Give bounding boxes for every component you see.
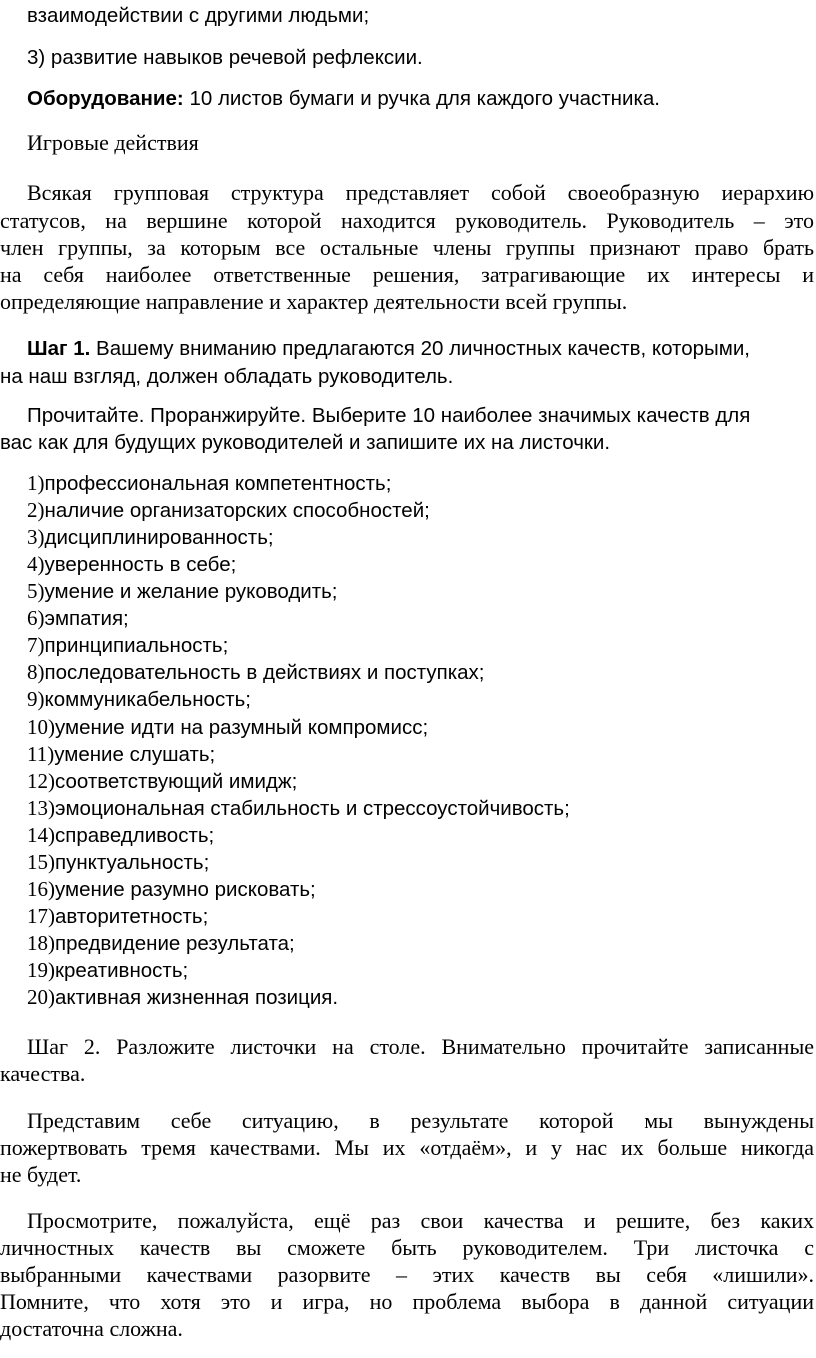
paragraph1-line: статусов, на вершине которой находится руководитель. Руководитель – это <box>0 208 814 233</box>
list-item-number: 20) <box>27 985 55 1009</box>
list-item-text: коммуникабельность; <box>44 688 251 712</box>
list-item-number: 17) <box>27 903 55 928</box>
step1-instruction: вас как для будущих руководителей и запишите их на листочки. <box>0 431 611 454</box>
list-item-number: 15) <box>27 849 55 874</box>
list-item <box>27 498 430 523</box>
list-item <box>27 877 316 902</box>
list-item <box>27 850 209 875</box>
list-item <box>27 471 391 496</box>
paragraph1-line: Всякая групповая структура представляет собой своеобразную иерархию <box>27 180 814 205</box>
list-item-number: 2) <box>27 498 45 523</box>
list-item <box>27 606 129 631</box>
step1-instruction: Прочитайте. Проранжируйте. Выберите 10 наиболее значимых качеств для <box>27 404 751 427</box>
section-title: Игровые действия <box>27 130 199 155</box>
step2-line: качества. <box>0 1061 86 1086</box>
list-item-text: активная жизненная позиция. <box>55 986 339 1009</box>
goal-line-continuation: взаимодействии с другими людьми; <box>27 4 370 27</box>
equipment-line <box>27 87 660 111</box>
list-item-number: 12) <box>27 768 55 793</box>
paragraph2-line: не будет. <box>0 1162 82 1187</box>
list-item <box>27 715 428 740</box>
list-item-number: 6) <box>27 606 45 631</box>
list-item-text: уверенность в себе; <box>44 553 237 577</box>
list-item-text: последовательность в действиях и поступках; <box>44 661 485 685</box>
list-item-text: креативность; <box>55 958 189 982</box>
equipment-label: Оборудование: <box>27 87 184 110</box>
list-item-number: 5) <box>27 579 45 604</box>
list-item-text: умение слушать; <box>54 742 216 766</box>
step1-label: Шаг 1. <box>27 337 91 360</box>
list-item-number: 8) <box>27 660 45 685</box>
paragraph1-line: определяющие направление и характер деятельности всей группы. <box>0 289 628 314</box>
list-item-number: 4) <box>27 552 45 577</box>
paragraph1-line: член группы, за которым все остальные члены группы признают право брать <box>0 235 814 260</box>
list-item-number: 3) <box>27 525 45 550</box>
paragraph3-line: личностных качеств вы сможете быть руководителем. Три листочка с <box>0 1235 814 1260</box>
list-item-text: соответствующий имидж; <box>55 769 298 793</box>
list-item-number: 19) <box>27 957 55 982</box>
list-item <box>27 931 295 956</box>
goal-item-3: 3) развитие навыков речевой рефлексии. <box>27 46 423 69</box>
list-item-number: 10) <box>27 714 55 739</box>
list-item-text: пунктуальность; <box>55 850 210 874</box>
list-item <box>27 660 484 685</box>
list-item-number: 9) <box>27 687 45 712</box>
list-item-text: профессиональная компетентность; <box>44 472 392 495</box>
list-item <box>27 687 251 712</box>
list-item-text: авторитетность; <box>55 904 209 928</box>
list-item <box>27 552 236 577</box>
paragraph3-line: достаточна сложна. <box>0 1316 183 1341</box>
list-item <box>27 525 274 550</box>
list-item <box>27 769 297 794</box>
list-item-text: предвидение результата; <box>55 931 295 955</box>
list-item <box>27 633 228 658</box>
paragraph3-line: Просмотрите, пожалуйста, ещё раз свои качества и решите, без каких <box>27 1208 814 1233</box>
list-item-number: 14) <box>27 822 55 847</box>
paragraph2-line: Представим себе ситуацию, в результате которой мы вынуждены <box>27 1108 814 1133</box>
list-item <box>27 958 188 983</box>
list-item-text: справедливость; <box>55 823 215 847</box>
list-item-text: дисциплинированность; <box>44 526 274 550</box>
step1-line: на наш взгляд, должен обладать руководитель. <box>0 365 454 388</box>
list-item-text: наличие организаторских способностей; <box>44 499 430 523</box>
list-item <box>27 985 338 1010</box>
list-item-text: умение разумно рисковать; <box>55 877 316 901</box>
list-item-number: 18) <box>27 930 55 955</box>
list-item <box>27 904 208 929</box>
list-item <box>27 579 338 604</box>
list-item-number: 1) <box>27 471 45 495</box>
list-item <box>27 796 570 821</box>
list-item-text: умение идти на разумный компромисс; <box>55 715 429 739</box>
paragraph3-line: выбранными качествами разорвите – этих качеств вы себя «лишили». <box>0 1262 814 1287</box>
list-item-number: 16) <box>27 876 55 901</box>
list-item-text: умение и желание руководить; <box>44 580 338 604</box>
list-item-number: 13) <box>27 795 55 820</box>
step1-text: Вашему вниманию предлагаются 20 личностных качеств, которыми, <box>90 337 750 360</box>
list-item-text: эмоциональная стабильность и стрессоустойчивость; <box>55 796 570 820</box>
paragraph3-line: Помните, что хотя это и игра, но проблема выбора в данной ситуации <box>0 1289 814 1314</box>
list-item-text: эмпатия; <box>44 607 129 631</box>
list-item-text: принципиальность; <box>44 634 229 658</box>
paragraph1-line: на себя наиболее ответственные решения, затрагивающие их интересы и <box>0 262 814 287</box>
step2-line: Шаг 2. Разложите листочки на столе. Внимательно прочитайте записанные <box>27 1034 814 1059</box>
equipment-text: 10 листов бумаги и ручка для каждого участника. <box>183 87 660 110</box>
list-item <box>27 742 215 767</box>
list-item <box>27 823 214 848</box>
paragraph2-line: пожертвовать тремя качествами. Мы их «отдаём», и у нас их больше никогда <box>0 1135 814 1160</box>
list-item-number: 7) <box>27 633 45 658</box>
list-item-number: 11) <box>27 741 55 766</box>
step1-line <box>27 337 750 361</box>
